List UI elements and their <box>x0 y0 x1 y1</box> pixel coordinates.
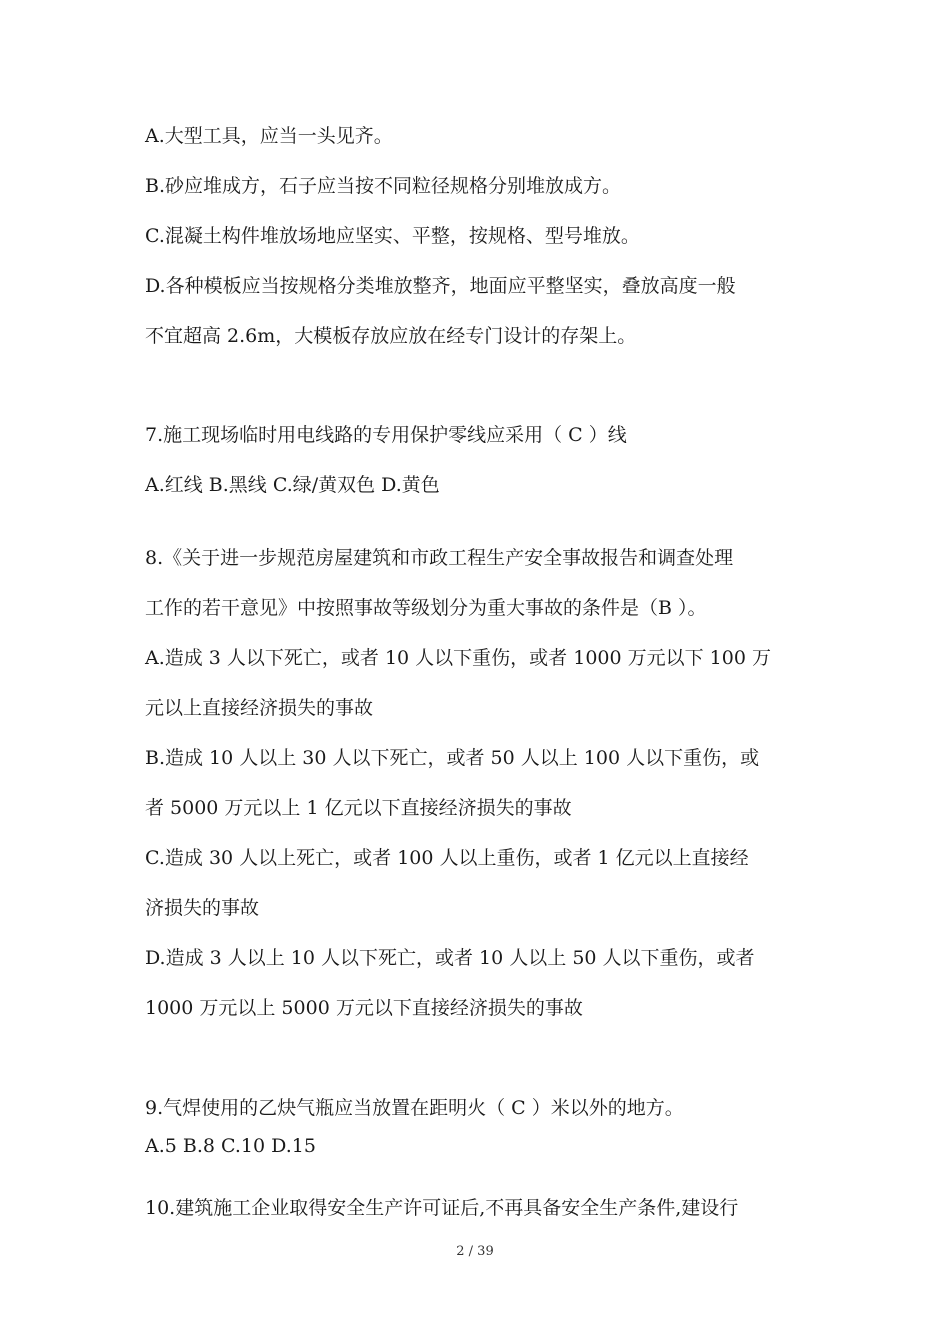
q10-question-line1: 10.建筑施工企业取得安全生产许可证后,不再具备安全生产条件,建设行 <box>145 1197 739 1219</box>
q8-option-d-line1: D.造成 3 人以上 10 人以下死亡，或者 10 人以上 50 人以下重伤，或者 <box>145 947 755 969</box>
page-number: 2 / 39 <box>456 1244 494 1259</box>
q8-option-b-line1: B.造成 10 人以上 30 人以下死亡，或者 50 人以上 100 人以下重伤，或 <box>145 747 760 769</box>
q7-options: A.红线 B.黑线 C.绿/黄双色 D.黄色 <box>145 474 440 496</box>
q8-option-a-line1: A.造成 3 人以下死亡，或者 10 人以下重伤，或者 1000 万元以下 100 万 <box>145 647 771 669</box>
q7-question: 7.施工现场临时用电线路的专用保护零线应采用（ C ）线 <box>145 424 627 446</box>
q9-options: A.5 B.8 C.10 D.15 <box>145 1135 316 1157</box>
q8-option-d-line2: 1000 万元以上 5000 万元以下直接经济损失的事故 <box>145 997 583 1019</box>
q8-option-b-line2: 者 5000 万元以上 1 亿元以下直接经济损失的事故 <box>145 797 572 819</box>
q6-option-a: A.大型工具，应当一头见齐。 <box>145 125 393 147</box>
q8-option-c-line1: C.造成 30 人以上死亡，或者 100 人以上重伤，或者 1 亿元以上直接经 <box>145 847 749 869</box>
q6-option-d: D.各种模板应当按规格分类堆放整齐，地面应平整坚实，叠放高度一般 <box>145 275 736 297</box>
q8-option-c-line2: 济损失的事故 <box>145 897 260 919</box>
q8-option-a-line2: 元以上直接经济损失的事故 <box>145 697 374 719</box>
q6-option-d-continued: 不宜超高 2.6m，大模板存放应放在经专门设计的存架上。 <box>145 325 637 347</box>
q8-question-line2: 工作的若干意见》中按照事故等级划分为重大事故的条件是（B ）。 <box>145 597 707 619</box>
q8-question-line1: 8.《关于进一步规范房屋建筑和市政工程生产安全事故报告和调查处理 <box>145 547 734 569</box>
q6-option-c: C.混凝土构件堆放场地应坚实、平整，按规格、型号堆放。 <box>145 225 640 247</box>
q6-option-b: B.砂应堆成方，石子应当按不同粒径规格分别堆放成方。 <box>145 175 622 197</box>
q9-question: 9.气焊使用的乙炔气瓶应当放置在距明火（ C ）米以外的地方。 <box>145 1097 684 1119</box>
